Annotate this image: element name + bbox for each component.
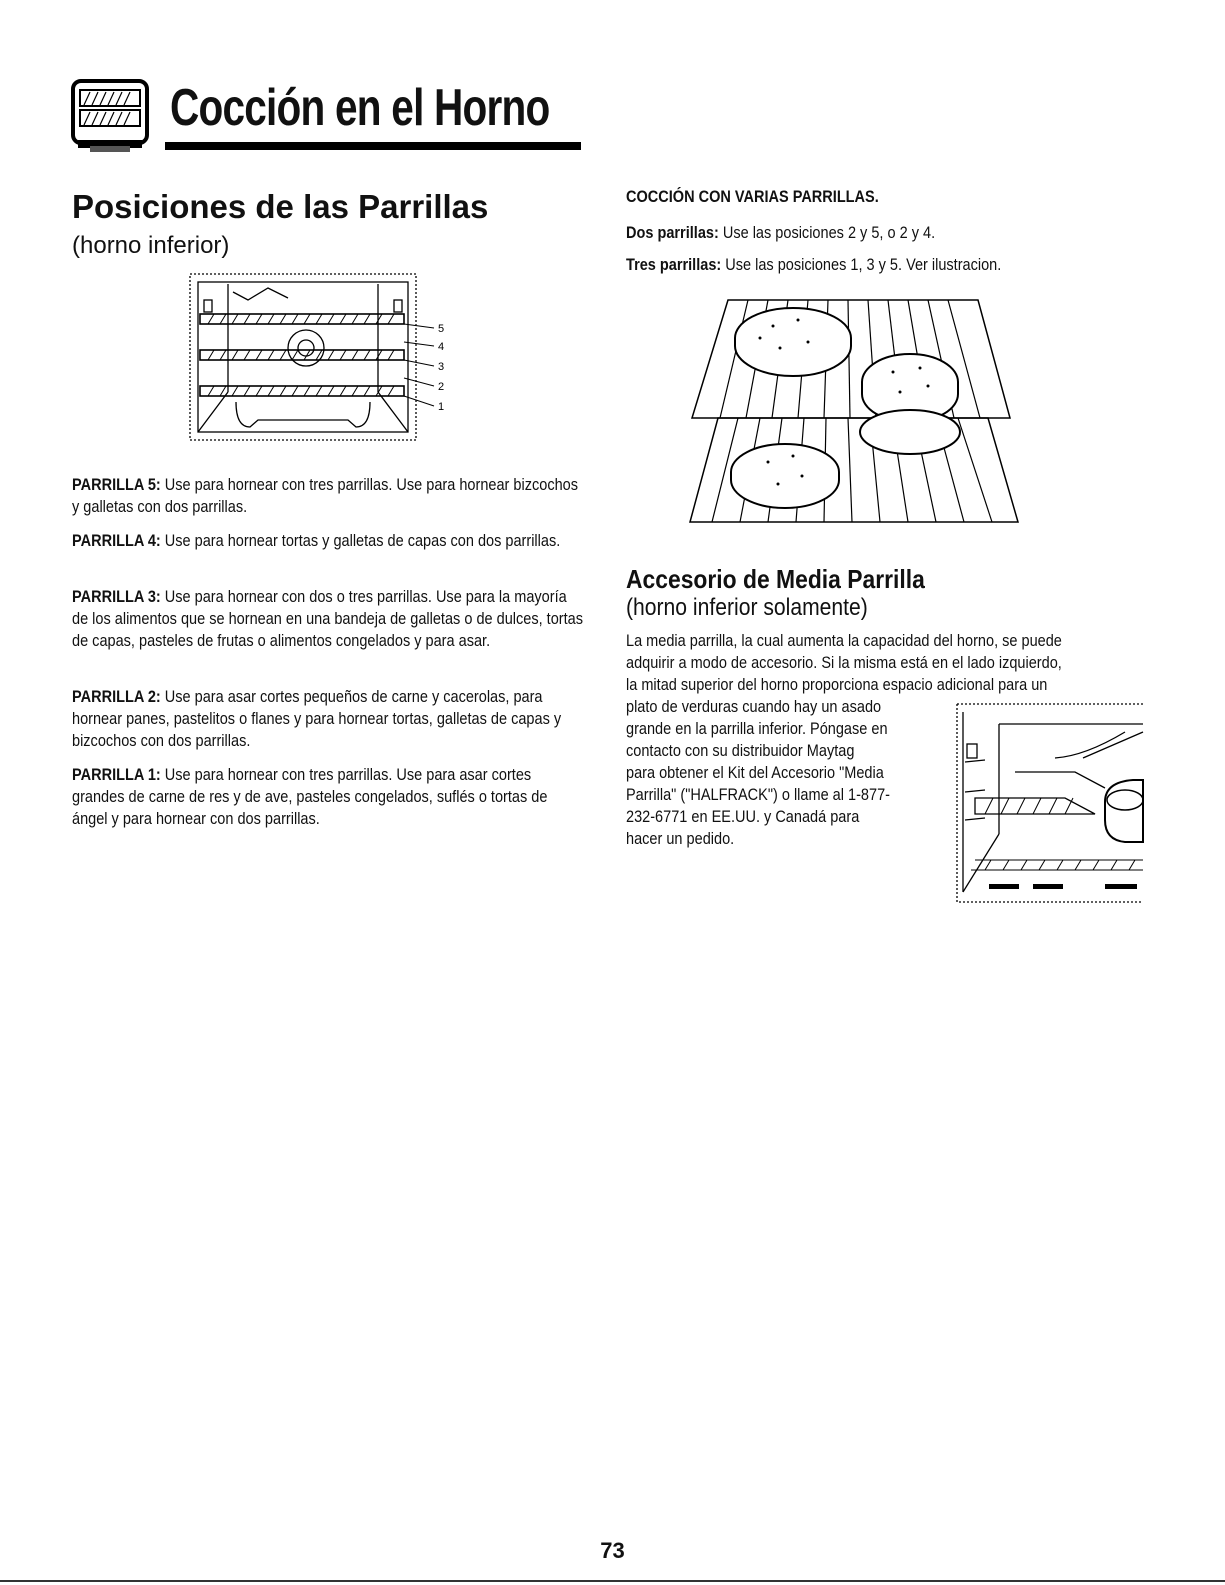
- rack-5-label: PARRILLA 5:: [72, 476, 161, 494]
- rack-5-paragraph: [72, 474, 587, 518]
- half-rack-line: contacto con su distribuidor Maytag: [626, 742, 855, 760]
- rack-2-paragraph: [72, 686, 587, 752]
- half-rack-line: 232-6771 en EE.UU. y Canadá para: [626, 808, 860, 826]
- rack-3-paragraph: [72, 586, 587, 652]
- half-rack-oven-illustration: [955, 702, 1145, 904]
- rack-label-2: 2: [438, 381, 445, 393]
- oven-icon: [70, 78, 152, 154]
- rack-positions-subheading: (horno inferior): [72, 232, 230, 259]
- rack-positions-heading: Posiciones de las Parrillas: [72, 188, 489, 225]
- half-rack-heading: Accesorio de Media Parrilla: [626, 564, 925, 594]
- rack-4-paragraph: [72, 530, 587, 552]
- half-rack-subheading: (horno inferior solamente): [626, 594, 868, 621]
- rack-1-text: Use para hornear con tres parrillas. Use para asar cortes grandes de carne de res y de ave, pasteles congelados, suflés o tortas de ángel y para hornear con dos parrillas.: [72, 766, 548, 828]
- half-rack-line: grande en la parrilla inferior. Póngase en: [626, 720, 888, 738]
- page-title: Cocción en el Horno: [170, 79, 550, 137]
- three-racks-text: Use las posiciones 1, 3 y 5. Ver ilustracion.: [721, 256, 1002, 274]
- two-racks-text: Use las posiciones 2 y 5, o 2 y 4.: [718, 224, 936, 242]
- three-racks-label: Tres parrillas:: [626, 256, 722, 274]
- title-rule: [165, 142, 581, 150]
- rack-label-5: 5: [438, 323, 445, 335]
- two-racks-line: [626, 222, 1154, 244]
- rack-2-text: Use para asar cortes pequeños de carne y cacerolas, para hornear panes, pastelitos o flanes y para hornear tortas, galletas de capas y bizcochos con dos parrillas.: [72, 688, 562, 750]
- half-rack-line: plato de verduras cuando hay un asado: [626, 698, 882, 716]
- two-racks-label: Dos parrillas:: [626, 224, 719, 242]
- page-number: 73: [600, 1538, 625, 1563]
- three-racks-line: [626, 254, 1154, 276]
- rack-3-text: Use para hornear con dos o tres parrillas. Use para la mayoría de los alimentos que se hornean en una bandeja de galletas o de dulces, tortas de capas, pasteles de frutas o alimentos congelados y para asar.: [72, 588, 583, 650]
- half-rack-line: la mitad superior del horno proporciona espacio adicional para un: [626, 676, 1048, 694]
- rack-3-label: PARRILLA 3:: [72, 588, 161, 606]
- rack-5-text: Use para hornear con tres parrillas. Use para hornear bizcochos y galletas con dos parrillas.: [72, 476, 578, 516]
- oven-rack-positions-diagram: [188, 272, 458, 444]
- multi-rack-cakes-illustration: [688, 290, 1022, 526]
- rack-2-label: PARRILLA 2:: [72, 688, 161, 706]
- rack-4-label: PARRILLA 4:: [72, 532, 161, 550]
- rack-1-paragraph: [72, 764, 587, 830]
- rack-label-4: 4: [438, 341, 445, 353]
- half-rack-line: hacer un pedido.: [626, 830, 735, 848]
- rack-label-1: 1: [438, 401, 445, 413]
- half-rack-line: La media parrilla, la cual aumenta la capacidad del horno, se puede: [626, 632, 1062, 650]
- rack-1-label: PARRILLA 1:: [72, 766, 161, 784]
- half-rack-line: Parrilla" ("HALFRACK") o llame al 1-877-: [626, 786, 890, 804]
- rack-4-text: Use para hornear tortas y galletas de capas con dos parrillas.: [160, 532, 561, 550]
- half-rack-line: para obtener el Kit del Accesorio "Media: [626, 764, 884, 782]
- multi-rack-heading: COCCIÓN CON VARIAS PARRILLAS.: [626, 188, 879, 206]
- half-rack-line: adquirir a modo de accesorio. Si la misma está en el lado izquierdo,: [626, 654, 1062, 672]
- rack-label-3: 3: [438, 361, 445, 373]
- bottom-rule: [0, 1580, 1225, 1582]
